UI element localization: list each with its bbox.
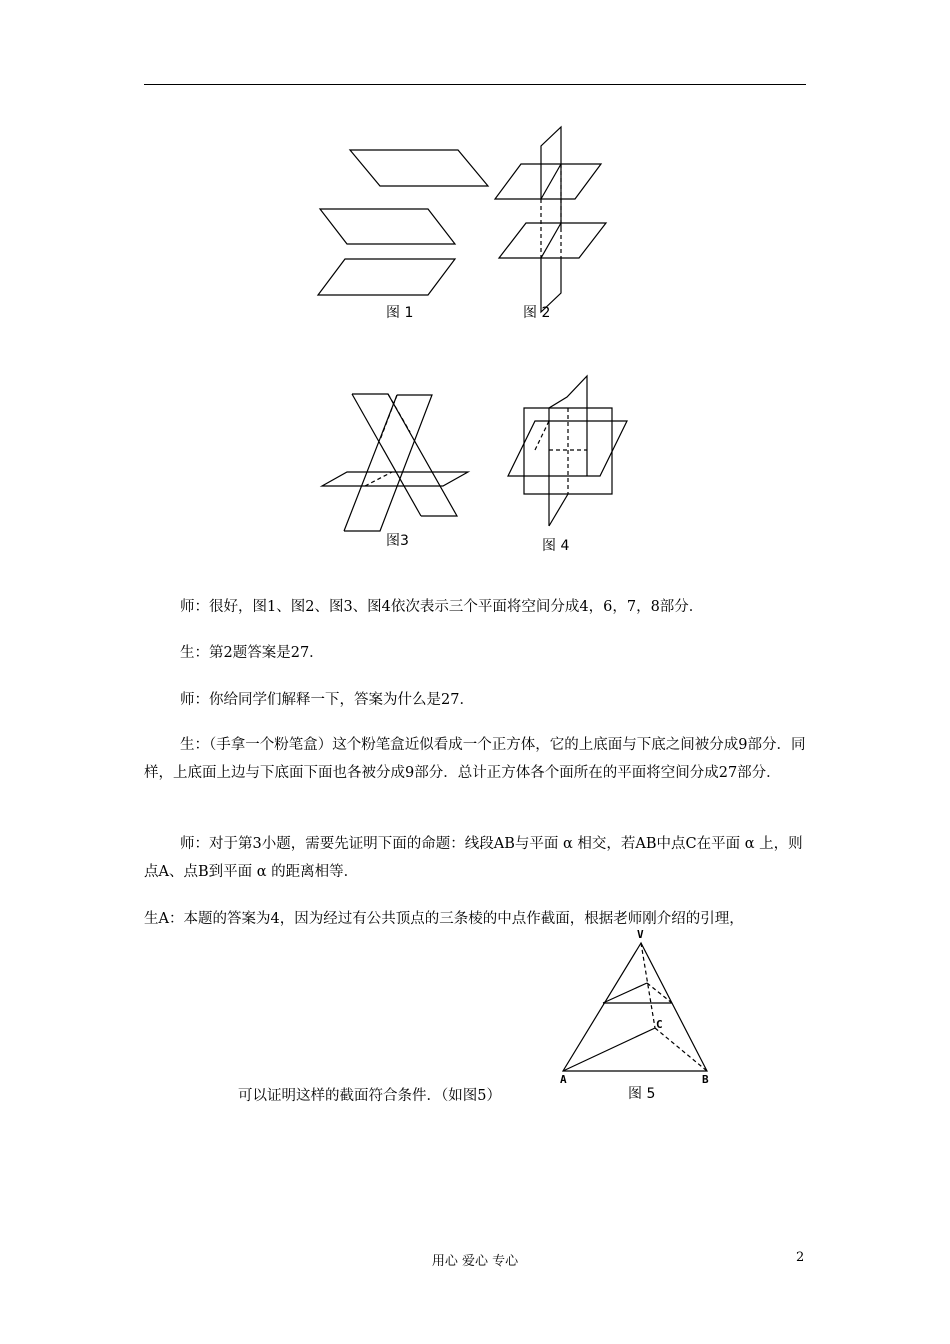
fig5-outer-triangle bbox=[563, 943, 707, 1071]
paragraph-1: 师：很好，图1、图2、图3、图4依次表示三个平面将空间分成4，6，7，8部分． bbox=[180, 599, 704, 615]
paragraph-2: 生：第2题答案是27． bbox=[180, 645, 324, 661]
paragraph-3: 师：你给同学们解释一下，答案为什么是27． bbox=[180, 692, 474, 708]
fig5-edge-bc bbox=[655, 1028, 707, 1071]
footer-slogan: 用心 爱心 专心 bbox=[431, 1254, 519, 1269]
fig1-caption: 图 1 bbox=[386, 305, 414, 321]
paragraph-4: 生：（手拿一个粉笔盒）这个粉笔盒近似看成一个正方体，它的上底面与下底之间被分成9部分．同样，上底面上边与下底面下面也各被分成9部分．总计正方体各个面所在的平面将空间分成27部分． bbox=[144, 737, 806, 781]
fig2-caption: 图 2 bbox=[523, 305, 551, 321]
paragraph-5: 师：对于第3小题，需要先证明下面的命题：线段AB与平面 α 相交，若AB中点C在平面 α 上，则点A、点B到平面 α 的距离相等． bbox=[144, 836, 803, 880]
fig5-label-b: B bbox=[702, 1073, 709, 1086]
fig5-label-a: A bbox=[560, 1073, 567, 1086]
fig5-section-left bbox=[603, 983, 647, 1003]
paragraph-7: 可以证明这样的截面符合条件．（如图5） bbox=[238, 1088, 501, 1104]
fig5-caption: 图 5 bbox=[628, 1086, 656, 1102]
fig5-label-v: V bbox=[637, 928, 644, 941]
fig4-caption: 图 4 bbox=[542, 538, 570, 554]
page-number: 2 bbox=[796, 1250, 805, 1265]
fig5-label-c: C bbox=[656, 1018, 663, 1031]
paragraph-6: 生A：本题的答案为4，因为经过有公共顶点的三条棱的中点作截面，根据老师刚介绍的引理， bbox=[144, 911, 744, 927]
fig3-caption: 图3 bbox=[386, 533, 409, 549]
